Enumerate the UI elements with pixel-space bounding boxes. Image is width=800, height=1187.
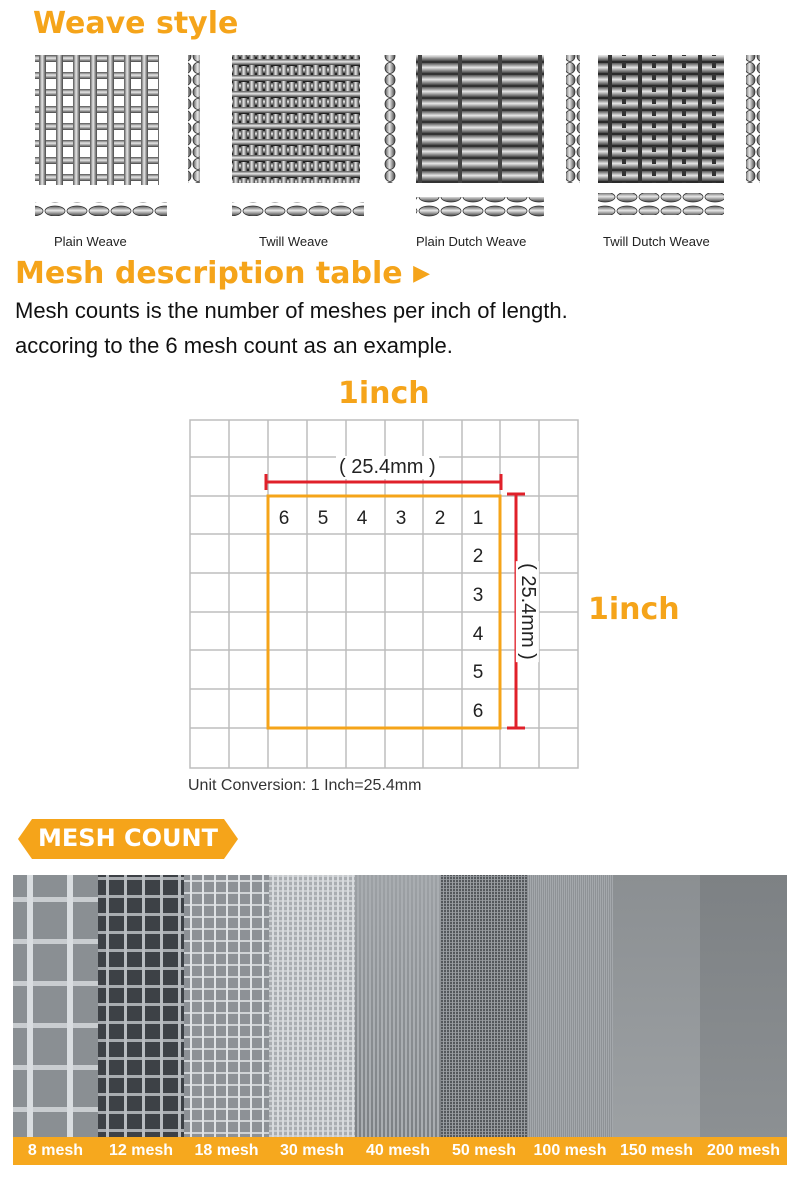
mesh-sample-40 <box>355 875 441 1140</box>
col-number-6: 6 <box>472 701 484 722</box>
col-number-4: 4 <box>472 624 484 645</box>
weave-style-title: Weave style <box>33 6 239 41</box>
mesh-sample-150 <box>613 875 700 1140</box>
mesh-label-100: 100 mesh <box>533 1142 607 1159</box>
mesh-sample-8 <box>13 875 98 1140</box>
weave-label-plain-dutch: Plain Dutch Weave <box>416 234 527 249</box>
mesh-sample-18 <box>184 875 269 1140</box>
row-number-3: 3 <box>395 508 407 529</box>
mesh-label-50: 50 mesh <box>451 1142 517 1159</box>
row-number-4: 4 <box>356 508 368 529</box>
weave-label-plain: Plain Weave <box>54 234 127 249</box>
weave-illustrations <box>0 50 800 225</box>
unit-conversion-note: Unit Conversion: 1 Inch=25.4mm <box>188 777 422 794</box>
side-inch-label: 1inch <box>588 592 680 627</box>
play-arrow-icon: ▶ <box>413 261 430 286</box>
row-number-5: 5 <box>317 508 329 529</box>
mesh-label-200: 200 mesh <box>707 1142 780 1159</box>
vertical-dimension-label: ( 25.4mm ) <box>516 563 539 660</box>
mesh-table-title-text: Mesh description table <box>15 256 403 291</box>
horizontal-dimension-label: ( 25.4mm ) <box>336 456 439 479</box>
mesh-sample-200 <box>700 875 787 1140</box>
mesh-label-150: 150 mesh <box>620 1142 693 1159</box>
mesh-label-30: 30 mesh <box>279 1142 345 1159</box>
mesh-label-12: 12 mesh <box>108 1142 174 1159</box>
mesh-count-banner: MESH COUNT <box>38 824 218 852</box>
top-inch-label: 1inch <box>338 376 430 411</box>
mesh-desc-line2: accoring to the 6 mesh count as an example. <box>15 333 453 358</box>
row-number-6: 6 <box>278 508 290 529</box>
col-number-2: 2 <box>472 546 484 567</box>
mesh-sample-30 <box>269 875 355 1140</box>
mesh-label-40: 40 mesh <box>365 1142 431 1159</box>
weave-label-twill-dutch: Twill Dutch Weave <box>603 234 710 249</box>
mesh-sample-12 <box>98 875 184 1140</box>
col-number-3: 3 <box>472 585 484 606</box>
mesh-sample-50 <box>441 875 527 1140</box>
row-number-1: 1 <box>472 508 484 529</box>
mesh-label-18: 18 mesh <box>194 1142 259 1159</box>
mesh-desc-line1: Mesh counts is the number of meshes per inch of length. <box>15 298 568 323</box>
col-number-5: 5 <box>472 662 484 683</box>
weave-label-twill: Twill Weave <box>259 234 329 249</box>
row-number-2: 2 <box>434 508 446 529</box>
mesh-table-title <box>15 256 430 291</box>
mesh-label-8: 8 mesh <box>27 1142 84 1159</box>
mesh-sample-100 <box>527 875 613 1140</box>
